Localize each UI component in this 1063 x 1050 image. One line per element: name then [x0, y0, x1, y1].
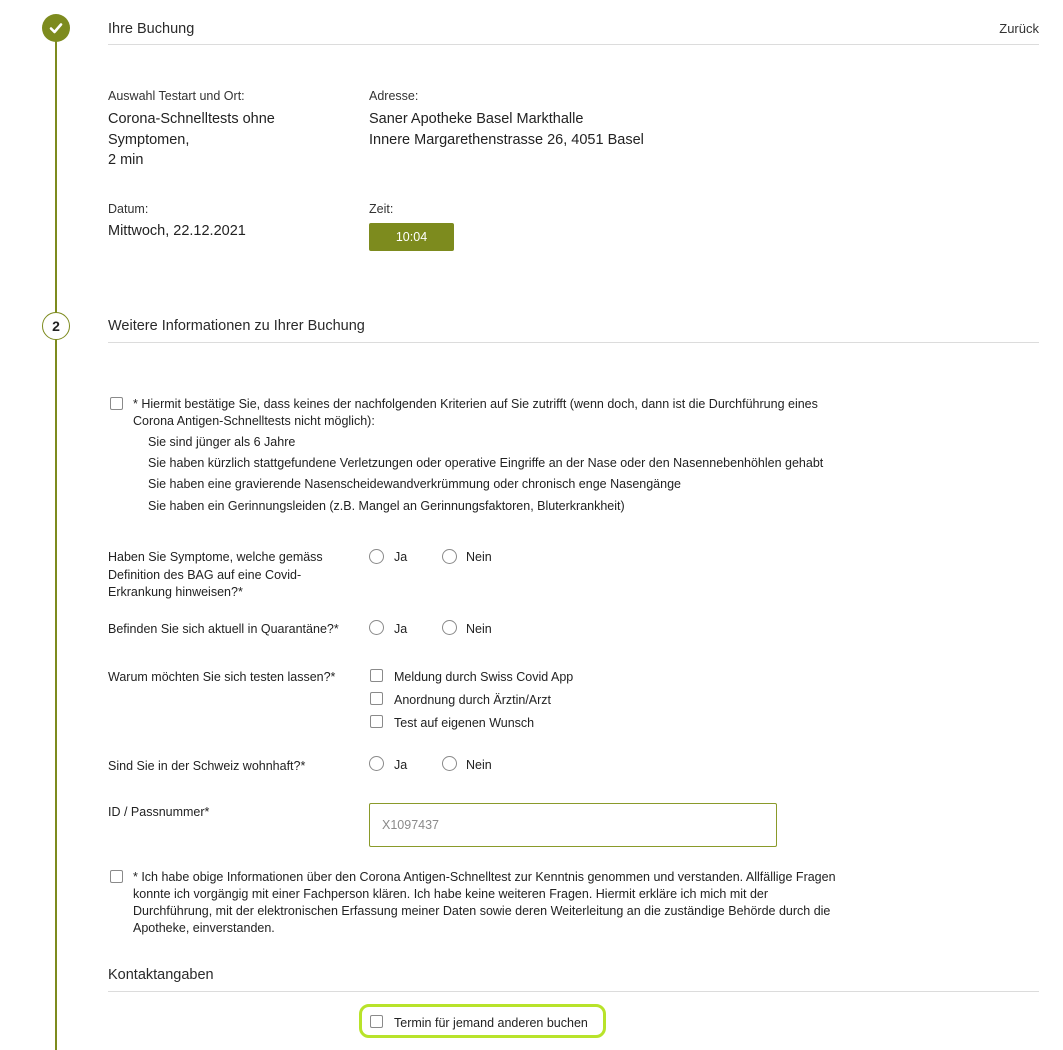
quarantine-yes-label[interactable]: Ja — [394, 622, 408, 636]
test-type-value — [108, 109, 275, 171]
resident-no-radio[interactable] — [442, 756, 457, 771]
criteria-confirm-checkbox[interactable] — [110, 397, 123, 410]
quarantine-no-radio[interactable] — [442, 620, 457, 635]
symptoms-no-radio[interactable] — [442, 549, 457, 564]
reason-doctor-order-checkbox[interactable] — [370, 692, 383, 705]
reason-question: Warum möchten Sie sich testen lassen?* — [108, 670, 336, 684]
reason-option-label[interactable]: Anordnung durch Ärztin/Arzt — [394, 693, 552, 707]
consent-line: Durchführung, mit der elektronischen Erfassung meiner Daten sowie deren Weiterleitung an die zuständige Behörde durch die — [133, 904, 831, 918]
reason-option-label[interactable]: Meldung durch Swiss Covid App — [394, 670, 574, 684]
quarantine-yes-radio[interactable] — [369, 620, 384, 635]
booking-section-title: Ihre Buchung — [108, 21, 195, 37]
pharmacy-street: Innere Margarethenstrasse 26, 4051 Basel — [369, 131, 644, 148]
resident-question: Sind Sie in der Schweiz wohnhaft?* — [108, 759, 306, 773]
reason-own-wish-checkbox[interactable] — [370, 715, 383, 728]
test-duration: 2 min — [108, 152, 144, 168]
date-value: Mittwoch, 22.12.2021 — [108, 223, 246, 239]
checkmark-icon — [48, 20, 64, 36]
step-2-badge: 2 — [42, 312, 70, 340]
reason-option-label[interactable]: Test auf eigenen Wunsch — [394, 716, 535, 730]
consent-line: * Ich habe obige Informationen über den Corona Antigen-Schnelltest zur Kenntnis genommen und verstanden. Allfällige Fragen — [133, 870, 836, 884]
divider — [108, 44, 1039, 45]
consent-line: Apotheke, einverstanden. — [133, 921, 275, 935]
criteria-item: Sie sind jünger als 6 Jahre — [148, 435, 296, 449]
timeline-line — [55, 40, 57, 1050]
consent-checkbox[interactable] — [110, 870, 123, 883]
divider — [108, 342, 1039, 343]
quarantine-no-label[interactable]: Nein — [466, 622, 492, 636]
divider — [108, 991, 1039, 992]
symptoms-yes-radio[interactable] — [369, 549, 384, 564]
address-value — [369, 109, 644, 150]
time-badge: 10:04 — [369, 223, 454, 251]
resident-yes-radio[interactable] — [369, 756, 384, 771]
pharmacy-name: Saner Apotheke Basel Markthalle — [369, 111, 584, 127]
symptoms-question-line: Haben Sie Symptome, welche gemäss — [108, 550, 323, 564]
test-type-line: Symptomen, — [108, 131, 190, 148]
id-passport-placeholder: X1097437 — [382, 818, 440, 832]
time-label: Zeit: — [369, 202, 394, 216]
symptoms-question-line: Definition des BAG auf eine Covid- — [108, 567, 302, 582]
criteria-item: Sie haben ein Gerinnungsleiden (z.B. Mangel an Gerinnungsfaktoren, Bluterkrankheit) — [148, 499, 625, 513]
symptoms-no-label[interactable]: Nein — [466, 550, 492, 564]
symptoms-question — [108, 549, 348, 602]
reason-swiss-covid-app-checkbox[interactable] — [370, 669, 383, 682]
criteria-confirm-line: * Hiermit bestätige Sie, dass keines der nachfolgenden Kriterien auf Sie zutrifft (wenn doch, dann ist die Durchführung eines — [133, 397, 818, 411]
test-type-line: Corona-Schnelltests ohne — [108, 111, 275, 127]
criteria-confirm-text — [133, 396, 818, 430]
criteria-confirm-line: Corona Antigen-Schnelltests nicht möglich): — [133, 414, 375, 428]
consent-line: konnte ich vorgängig mit einer Fachperson klären. Ich habe keine weiteren Fragen. Hiermit erkläre ich mich mit der — [133, 887, 769, 901]
contact-section-title: Kontaktangaben — [108, 967, 214, 983]
symptoms-question-line: Erkrankung hinweisen?* — [108, 585, 243, 599]
step2-section-title: Weitere Informationen zu Ihrer Buchung — [108, 318, 365, 334]
symptoms-yes-label[interactable]: Ja — [394, 550, 408, 564]
id-passport-input[interactable] — [369, 803, 777, 847]
book-for-other-label[interactable]: Termin für jemand anderen buchen — [394, 1016, 588, 1030]
test-type-label: Auswahl Testart und Ort: — [108, 89, 245, 103]
resident-yes-label[interactable]: Ja — [394, 758, 408, 772]
address-label: Adresse: — [369, 89, 419, 103]
criteria-item: Sie haben kürzlich stattgefundene Verletzungen oder operative Eingriffe an der Nase oder den Nasennebenhöhlen gehabt — [148, 456, 824, 470]
criteria-item: Sie haben eine gravierende Nasenscheidewandverkrümmung oder chronisch enge Nasengänge — [148, 477, 681, 491]
id-label: ID / Passnummer* — [108, 805, 210, 819]
step-1-complete-badge — [42, 14, 70, 42]
back-link[interactable]: Zurück — [999, 21, 1039, 36]
resident-no-label[interactable]: Nein — [466, 758, 492, 772]
consent-text — [133, 869, 836, 937]
book-for-other-checkbox[interactable] — [370, 1015, 383, 1028]
date-label: Datum: — [108, 202, 149, 216]
quarantine-question: Befinden Sie sich aktuell in Quarantäne?* — [108, 622, 339, 636]
